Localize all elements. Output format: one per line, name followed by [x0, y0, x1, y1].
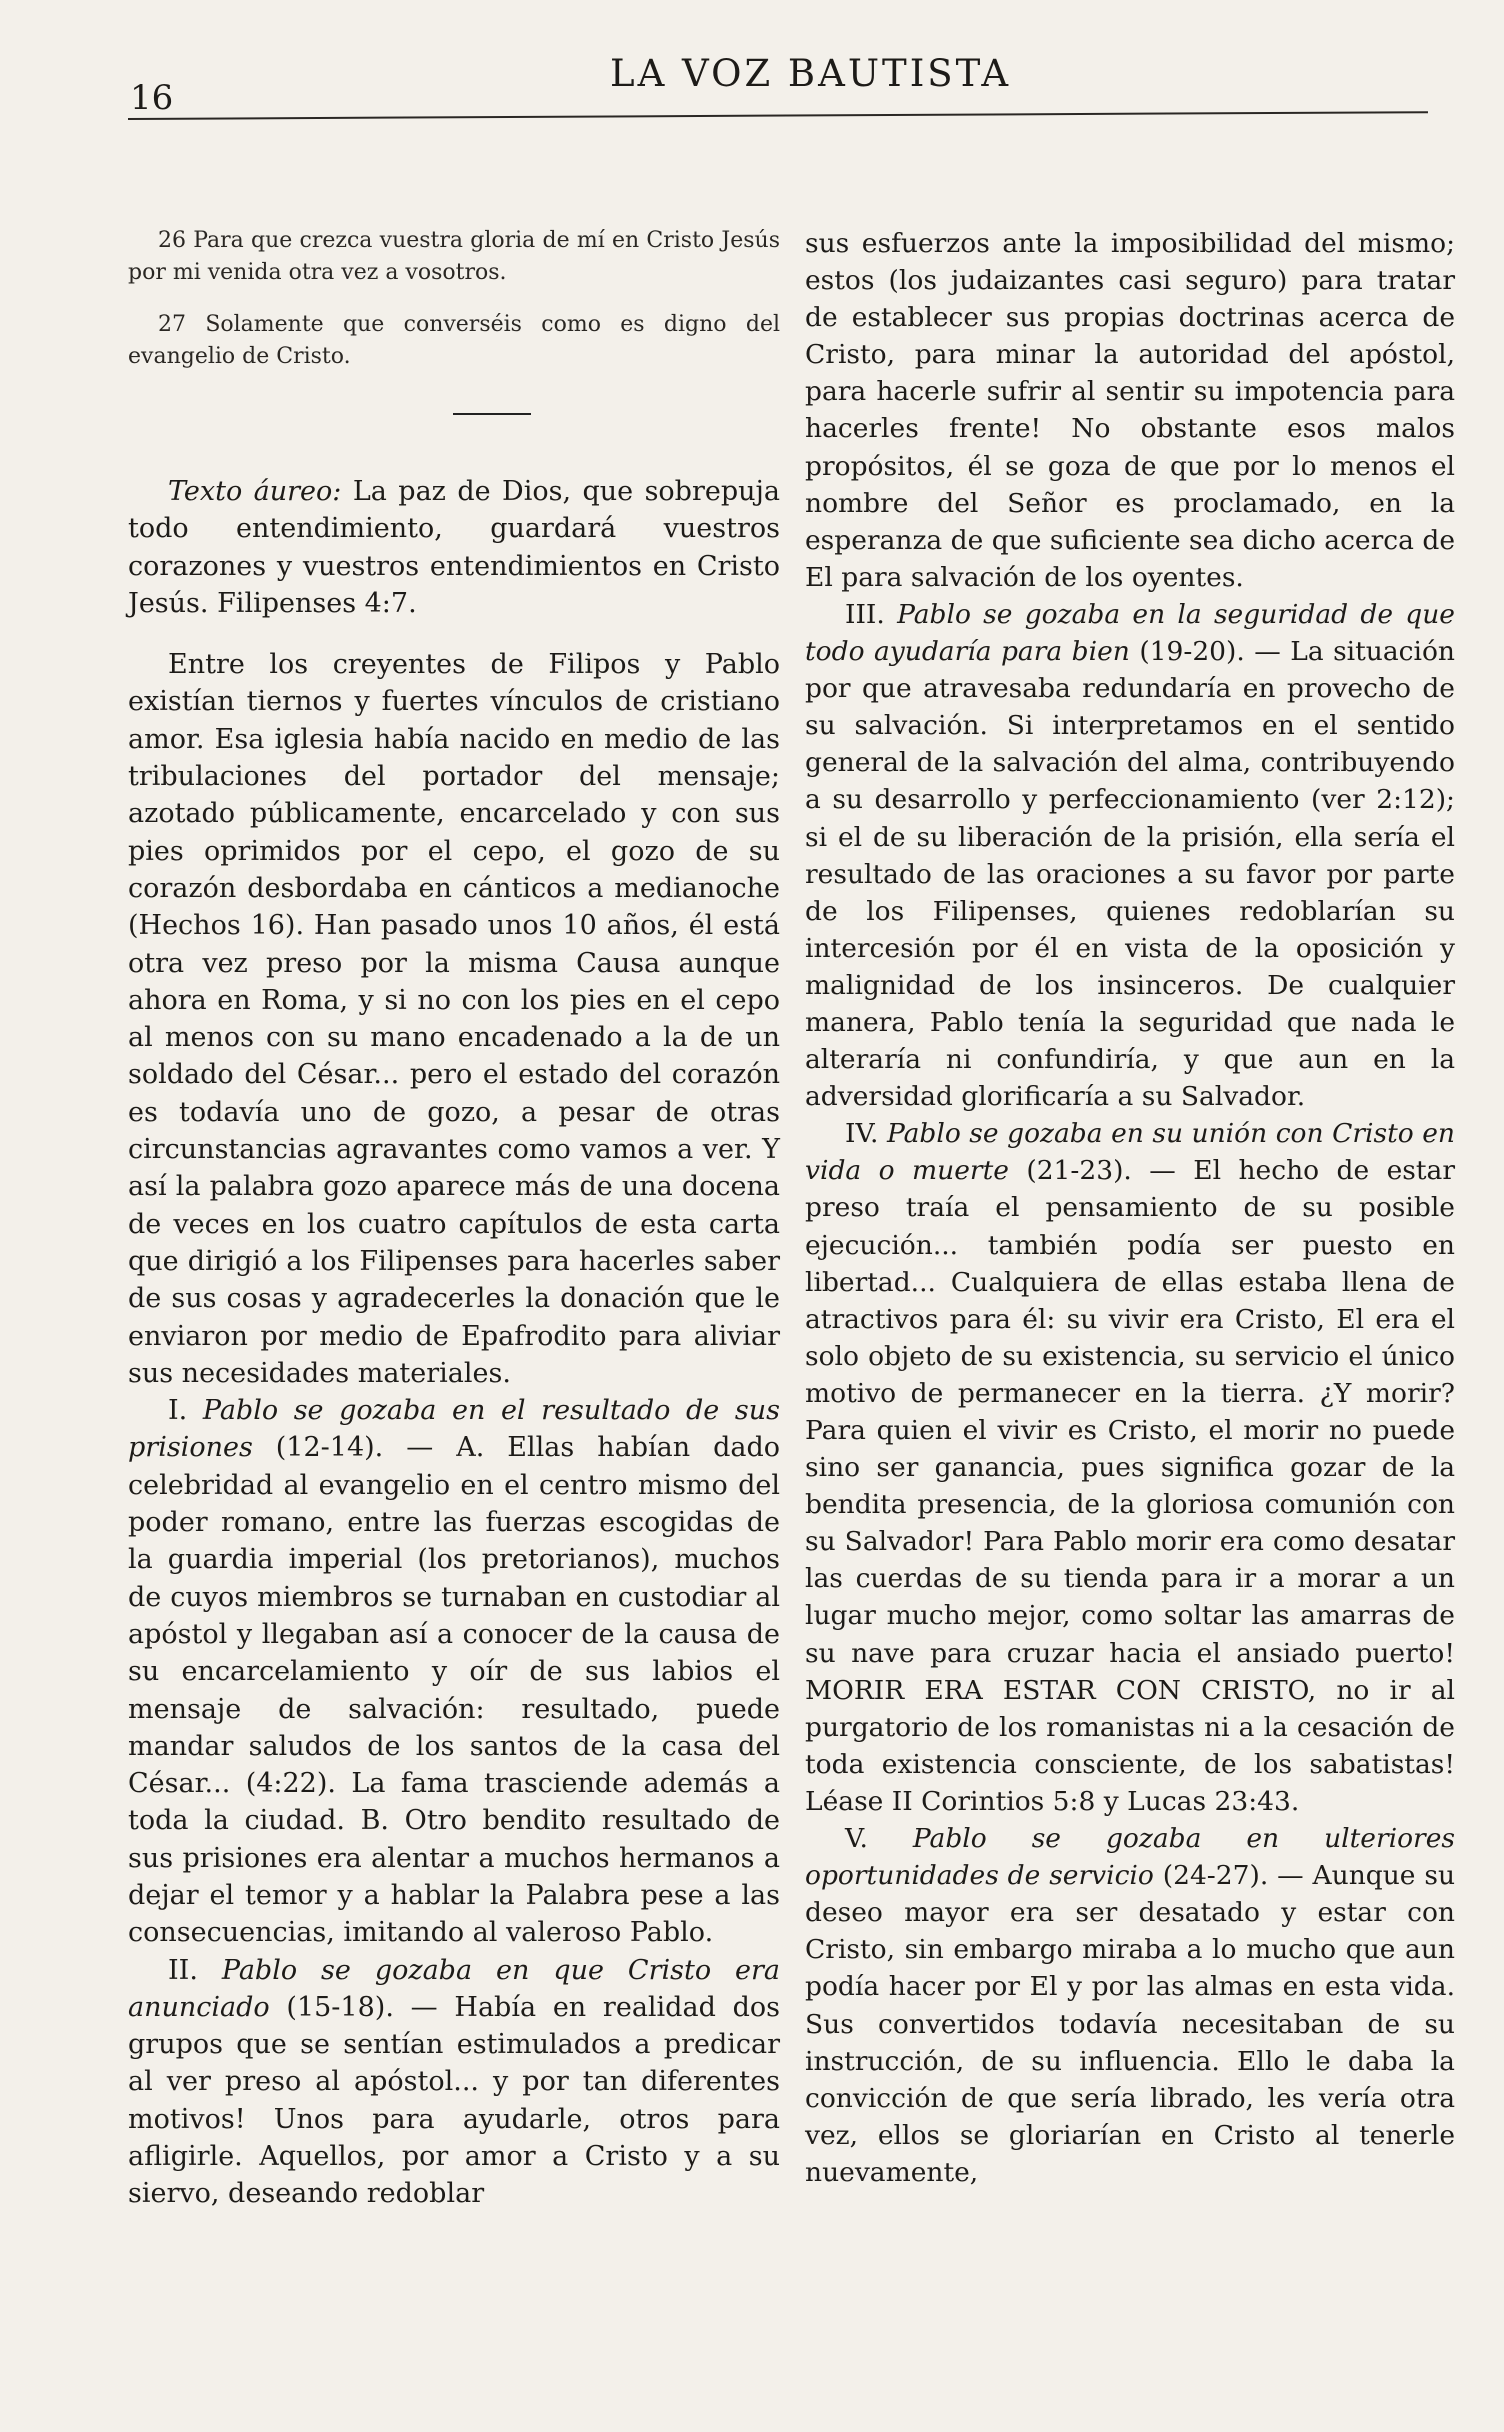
- section-5: [805, 1820, 1455, 2191]
- intro-paragraph: Entre los creyentes de Filipos y Pablo existían tiernos y fuertes vínculos de cristiano amor. Esa iglesia había nacido en medio de las tribulaciones del portador del mensaje; azotado públicamente, encarcelado y con sus pies oprimidos por el cepo, el gozo de su corazón desbordaba en cánticos a medianoche (Hechos 16). Han pasado unos 10 años, él está otra vez preso por la misma Causa aunque ahora en Roma, y si no con los pies en el cepo al menos con su mano encadenado a la de un soldado del César... pero el estado del corazón es todavía uno de gozo, a pesar de otras circunstancias agravantes como vamos a ver. Y así la palabra gozo aparece más de una docena de veces en los cuatro capítulos de esta carta que dirigió a los Filipenses para hacerles saber de sus cosas y agradecerles la donación que le enviaron por medio de Epafrodito para aliviar sus necesidades materiales.: [128, 649, 780, 1389]
- section-1: [128, 1392, 780, 1951]
- section-3-text: (19-20). — La situación por que atravesaba redundaría en provecho de su salvación. Si interpretamos en el sentido general de la salvación del alma, contribuyendo a su desarrollo y perfeccionamiento (ver 2:12); si el de su liberación de la prisión, ella sería el resultado de las oraciones a su favor por parte de los Filipenses, quienes redoblarían su intercesión por él en vista de la oposición y malignidad de los insinceros. De cualquier manera, Pablo tenía la seguridad que nada le alteraría ni confundiría, y que aun en la adversidad glorificaría a su Salvador.: [805, 636, 1455, 1113]
- golden-text-label: Texto áureo:: [168, 476, 342, 507]
- right-opening-paragraph: sus esfuerzos ante la imposibilidad del mismo; estos (los judaizantes casi seguro) para tratar de establecer sus propias doctrinas acerca de Cristo, para minar la autoridad del apóstol, para hacerle sufrir al sentir su impotencia para hacerles frente! No obstante esos malos propósitos, él se goza de que por lo menos el nombre del Señor es proclamado, en la esperanza de que suficiente sea dicho acerca de El para salvación de los oyentes.: [805, 228, 1455, 593]
- section-3-heading: Pablo se gozaba en la seguridad de que todo ayudaría para bien: [805, 598, 1455, 668]
- header-rule: [128, 111, 1428, 120]
- section-2-text: (15-18). — Había en realidad dos grupos que se sentían estimulados a predicar al ver preso al apóstol... y por tan diferentes motivos! Unos para ayudarle, otros para afligirle. Aquellos, por amor a Cristo y a su siervo, deseando redoblar: [128, 1991, 780, 2210]
- golden-text-body: La paz de Dios, que sobrepuja todo entendimiento, guardará vuestros corazones y vuestros entendimientos en Cristo Jesús. Filipenses 4:7.: [128, 476, 780, 619]
- section-2: [128, 1952, 780, 2213]
- section-5-heading: Pablo se gozaba en ulteriores oportunidades de servicio: [805, 1823, 1455, 1892]
- page-number: 16: [130, 78, 174, 118]
- section-4-text: (21-23). — El hecho de estar preso traía el pensamiento de su posible ejecución... también podía ser puesto en libertad... Cualquiera de ellas estaba llena de atractivos para él: su vivir era Cristo, El era el solo objeto de su existencia, su servicio el único motivo de permanecer en la tierra. ¿Y morir? Para quien el vivir es Cristo, el morir no puede sino ser ganancia, pues significa gozar de la bendita presencia, de la gloriosa comunión con su Salvador! Para Pablo morir era como desatar las cuerdas de su tienda para ir a morar a un lugar mucho mejor, como soltar las amarras de su nave para cruzar hacia el ansiado puerto! MORIR ERA ESTAR CON CRISTO, no ir al purgatorio de los romanistas ni a la cesación de toda existencia consciente, de los sabatistas! Léase II Corintios 5:8 y Lucas 23:43.: [805, 1155, 1456, 1817]
- right-column: [805, 225, 1455, 2191]
- running-head: LA VOZ BAUTISTA: [610, 52, 1012, 95]
- section-4: [805, 1115, 1455, 1820]
- verse-26: 26 Para que crezca vuestra gloria de mí en Cristo Jesús por mi venida otra vez a vosotros.: [128, 228, 780, 285]
- verse-27: 27 Solamente que converséis como es digno del evangelio de Cristo.: [128, 312, 780, 369]
- section-1-text: (12-14). — A. Ellas habían dado celebridad al evangelio en el centro mismo del poder romano, entre las fuerzas escogidas de la guardia imperial (los pretorianos), muchos de cuyos miembros se turnaban en custodiar al apóstol y llegaban así a conocer de la causa de su encarcelamiento y oír de sus labios el mensaje de salvación: resultado, puede mandar saludos de los santos de la casa del César... (4:22). La fama trasciende además a toda la ciudad. B. Otro bendito resultado de sus prisiones era alentar a muchos hermanos a dejar el temor y a hablar la Palabra pese a las consecuencias, imitando al valeroso Pablo.: [128, 1432, 780, 1949]
- section-1-heading: Pablo se gozaba en el resultado de sus prisiones: [128, 1395, 780, 1464]
- left-column: [128, 225, 780, 2213]
- section-2-heading: Pablo se gozaba en que Cristo era anunciado: [128, 1954, 780, 2023]
- section-2-number: II.: [168, 1954, 198, 1986]
- section-3-number: III.: [845, 598, 885, 630]
- golden-text: [128, 473, 780, 622]
- section-5-text: (24-27). — Aunque su deseo mayor era ser desatado y estar con Cristo, sin embargo miraba a lo mucho que aun podía hacer por El y por las almas en esta vida. Sus convertidos todavía necesitaban de su instrucción, de su influencia. Ello le daba la convicción de que sería librado, les vería otra vez, ellos se gloriarían en Cristo al tenerle nuevamente,: [805, 1860, 1456, 2188]
- section-3: [805, 596, 1455, 1115]
- section-4-heading: Pablo se gozaba en su unión con Cristo en vida o muerte: [805, 1118, 1455, 1187]
- section-4-number: IV.: [845, 1118, 879, 1150]
- section-separator: [453, 413, 531, 415]
- section-1-number: I.: [168, 1395, 188, 1427]
- section-5-number: V.: [845, 1823, 868, 1855]
